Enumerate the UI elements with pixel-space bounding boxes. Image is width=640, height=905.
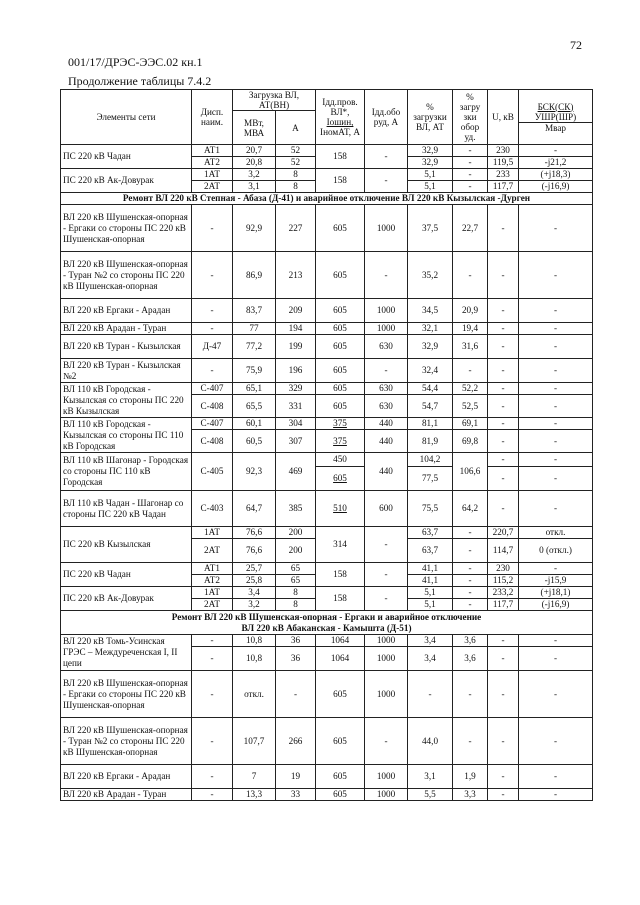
- cell-disp: 2АТ: [192, 599, 233, 611]
- cell-u: 115,2: [488, 575, 519, 587]
- cell-pct-obo: -: [453, 539, 488, 563]
- cell-idd: 158: [316, 587, 365, 611]
- cell-pct: 77,5: [408, 467, 453, 491]
- row-element: ПС 220 кВ Кызылская: [61, 527, 192, 563]
- cell-a: 8: [276, 587, 316, 599]
- cell-disp: -: [192, 671, 233, 718]
- cell-pct: 75,5: [408, 491, 453, 527]
- cell-disp: С-407: [192, 418, 233, 430]
- cell-pct: 32,4: [408, 359, 453, 383]
- cell-mw: 60,1: [233, 418, 276, 430]
- section-title: Ремонт ВЛ 220 кВ Степная - Абаза (Д-41) и аварийное отключение ВЛ 220 кВ Кызылская -Дурген: [61, 193, 593, 205]
- cell-obo: 1000: [365, 205, 408, 252]
- row-element: ВЛ 220 кВ Ергаки - Арадан: [61, 765, 192, 789]
- cell-pct-obo: 69,8: [453, 430, 488, 453]
- cell-a: 213: [276, 252, 316, 299]
- cell-disp: -: [192, 252, 233, 299]
- cell-bsk: -: [519, 718, 593, 765]
- cell-pct: 5,5: [408, 789, 453, 801]
- cell-obo: -: [365, 718, 408, 765]
- cell-bsk: -: [519, 252, 593, 299]
- cell-a: 200: [276, 539, 316, 563]
- cell-disp: -: [192, 789, 233, 801]
- cell-u: -: [488, 718, 519, 765]
- cell-bsk: -: [519, 335, 593, 359]
- cell-bsk: -: [519, 453, 593, 467]
- cell-disp: -: [192, 299, 233, 323]
- cell-u: -: [488, 383, 519, 395]
- cell-obo: -: [365, 563, 408, 587]
- cell-bsk: -j15,9: [519, 575, 593, 587]
- cell-disp: АТ1: [192, 145, 233, 157]
- network-load-table: [60, 89, 593, 801]
- cell-bsk: -: [519, 563, 593, 575]
- cell-disp: -: [192, 718, 233, 765]
- cell-idd: 158: [316, 145, 365, 169]
- cell-pct-obo: -: [453, 169, 488, 181]
- cell-a: 209: [276, 299, 316, 323]
- cell-pct-obo: -: [453, 587, 488, 599]
- cell-pct: 104,2: [408, 453, 453, 467]
- cell-pct-obo: 19,4: [453, 323, 488, 335]
- cell-pct: 3,4: [408, 647, 453, 671]
- cell-u: -: [488, 299, 519, 323]
- cell-pct: 32,1: [408, 323, 453, 335]
- cell-pct-obo: -: [453, 181, 488, 193]
- cell-disp: С-408: [192, 430, 233, 453]
- cell-bsk: -: [519, 765, 593, 789]
- cell-u: -: [488, 671, 519, 718]
- cell-mw: 3,1: [233, 181, 276, 193]
- cell-obo: 600: [365, 491, 408, 527]
- cell-pct-obo: 31,6: [453, 335, 488, 359]
- cell-mw: 10,8: [233, 647, 276, 671]
- cell-mw: 3,2: [233, 169, 276, 181]
- cell-pct: 54,7: [408, 395, 453, 418]
- cell-obo: 630: [365, 335, 408, 359]
- cell-obo: -: [365, 252, 408, 299]
- cell-pct: 5,1: [408, 169, 453, 181]
- document-code: 001/17/ДРЭС-ЭЭС.02 кн.1: [68, 55, 203, 69]
- cell-idd: 1064: [316, 647, 365, 671]
- cell-disp: -: [192, 323, 233, 335]
- row-element: ВЛ 220 кВ Арадан - Туран: [61, 789, 192, 801]
- cell-a: 385: [276, 491, 316, 527]
- cell-pct: 44,0: [408, 718, 453, 765]
- cell-u: 220,7: [488, 527, 519, 539]
- cell-pct: 32,9: [408, 335, 453, 359]
- cell-pct-obo: 64,2: [453, 491, 488, 527]
- cell-obo: 630: [365, 383, 408, 395]
- header-disp: Дисп. наим.: [192, 90, 233, 145]
- cell-pct-obo: -: [453, 671, 488, 718]
- cell-obo: 1000: [365, 765, 408, 789]
- row-element: ВЛ 220 кВ Арадан - Туран: [61, 323, 192, 335]
- row-element: ВЛ 220 кВ Томь-Усинская ГРЭС – Междуреченская I, II цепи: [61, 635, 192, 671]
- cell-a: 469: [276, 453, 316, 491]
- header-bsk: [519, 90, 593, 145]
- section-title-line1: Ремонт ВЛ 220 кВ Шушенская-опорная - Ергаки и аварийное отключение: [171, 611, 482, 622]
- row-element: ВЛ 220 кВ Шушенская-опорная - Ергаки со стороны ПС 220 кВ Шушенская-опорная: [61, 671, 192, 718]
- cell-pct: 63,7: [408, 539, 453, 563]
- cell-bsk: -: [519, 359, 593, 383]
- cell-mw: 60,5: [233, 430, 276, 453]
- cell-u: -: [488, 647, 519, 671]
- row-element: ПС 220 кВ Чадан: [61, 563, 192, 587]
- cell-pct: 35,2: [408, 252, 453, 299]
- header-load-mw: МВт, МВА: [233, 111, 276, 145]
- cell-idd: 158: [316, 169, 365, 193]
- cell-a: 304: [276, 418, 316, 430]
- cell-bsk: 0 (откл.): [519, 539, 593, 563]
- cell-obo: 1000: [365, 789, 408, 801]
- cell-pct-obo: -: [453, 599, 488, 611]
- cell-pct: 34,5: [408, 299, 453, 323]
- cell-mw: 20,7: [233, 145, 276, 157]
- header-bsk-mid: УШР(ШР): [534, 111, 577, 122]
- cell-disp: -: [192, 765, 233, 789]
- cell-idd: 605: [316, 789, 365, 801]
- cell-idd: 375: [316, 430, 365, 453]
- cell-a: 65: [276, 575, 316, 587]
- cell-u: 117,7: [488, 599, 519, 611]
- row-element: ВЛ 220 кВ Шушенская-опорная - Ергаки со стороны ПС 220 кВ Шушенская-опорная: [61, 205, 192, 252]
- cell-bsk: -: [519, 383, 593, 395]
- cell-mw: 64,7: [233, 491, 276, 527]
- cell-bsk: -: [519, 205, 593, 252]
- cell-disp: 1АТ: [192, 587, 233, 599]
- cell-disp: 2АТ: [192, 539, 233, 563]
- header-elements: Элементы сети: [61, 90, 192, 145]
- cell-a: 331: [276, 395, 316, 418]
- cell-idd: 605: [316, 718, 365, 765]
- cell-u: -: [488, 453, 519, 467]
- cell-idd: 450: [316, 453, 365, 467]
- cell-u: -: [488, 252, 519, 299]
- cell-disp: -: [192, 205, 233, 252]
- cell-pct: 32,9: [408, 157, 453, 169]
- cell-pct-obo: -: [453, 252, 488, 299]
- cell-pct-obo: -: [453, 157, 488, 169]
- cell-bsk: -: [519, 418, 593, 430]
- cell-u: 233,2: [488, 587, 519, 599]
- cell-obo: -: [365, 587, 408, 611]
- cell-u: -: [488, 765, 519, 789]
- header-bsk-bot: Мвар: [519, 122, 592, 133]
- header-bsk-top: БСК(СК): [537, 101, 574, 112]
- cell-u: -: [488, 491, 519, 527]
- cell-idd: 605: [316, 467, 365, 491]
- cell-disp: С-408: [192, 395, 233, 418]
- cell-pct-obo: -: [453, 718, 488, 765]
- cell-idd: 314: [316, 527, 365, 563]
- cell-pct: 5,1: [408, 599, 453, 611]
- cell-mw: 25,7: [233, 563, 276, 575]
- cell-a: 8: [276, 181, 316, 193]
- cell-disp: С-405: [192, 453, 233, 491]
- cell-mw: 83,7: [233, 299, 276, 323]
- row-element: ВЛ 110 кВ Чадан - Шагонар со стороны ПС 220 кВ Чадан: [61, 491, 192, 527]
- cell-u: -: [488, 418, 519, 430]
- cell-idd: 510: [316, 491, 365, 527]
- page-number: 72: [570, 38, 582, 52]
- header-idd-obo: Iдд.обо руд, А: [365, 90, 408, 145]
- cell-obo: 440: [365, 453, 408, 491]
- cell-pct: 41,1: [408, 563, 453, 575]
- cell-pct-obo: 1,9: [453, 765, 488, 789]
- cell-a: 36: [276, 647, 316, 671]
- cell-a: 196: [276, 359, 316, 383]
- header-load-a: А: [276, 111, 316, 145]
- cell-pct: 63,7: [408, 527, 453, 539]
- cell-u: -: [488, 359, 519, 383]
- cell-pct-obo: -: [453, 563, 488, 575]
- cell-pct: 32,9: [408, 145, 453, 157]
- cell-bsk: откл.: [519, 527, 593, 539]
- cell-pct: 37,5: [408, 205, 453, 252]
- cell-mw: 92,3: [233, 453, 276, 491]
- cell-bsk: -: [519, 299, 593, 323]
- row-element: ВЛ 220 кВ Шушенская-опорная - Туран №2 со стороны ПС 220 кВ Шушенская-опорная: [61, 252, 192, 299]
- cell-idd: 605: [316, 205, 365, 252]
- row-element: ВЛ 220 кВ Шушенская-опорная - Туран №2 со стороны ПС 220 кВ Шушенская-опорная: [61, 718, 192, 765]
- cell-a: 266: [276, 718, 316, 765]
- cell-pct-obo: -: [453, 527, 488, 539]
- cell-pct-obo: -: [453, 575, 488, 587]
- cell-bsk: (+j18,3): [519, 169, 593, 181]
- cell-idd: 605: [316, 335, 365, 359]
- cell-disp: АТ2: [192, 575, 233, 587]
- cell-mw: 7: [233, 765, 276, 789]
- cell-a: 65: [276, 563, 316, 575]
- cell-obo: -: [365, 359, 408, 383]
- header-load: Загрузка ВЛ, АТ(ВН): [233, 90, 316, 111]
- cell-bsk: -: [519, 491, 593, 527]
- cell-a: 52: [276, 157, 316, 169]
- cell-idd: 605: [316, 383, 365, 395]
- row-element: ПС 220 кВ Ак-Довурак: [61, 587, 192, 611]
- cell-pct-obo: 3,6: [453, 647, 488, 671]
- cell-obo: 440: [365, 418, 408, 430]
- cell-pct: 41,1: [408, 575, 453, 587]
- cell-bsk: (+j18,1): [519, 587, 593, 599]
- cell-disp: -: [192, 359, 233, 383]
- cell-pct: 3,1: [408, 765, 453, 789]
- row-element: ВЛ 110 кВ Городская - Кызылская со стороны ПС 220 кВ Кызылская: [61, 383, 192, 418]
- cell-pct: 3,4: [408, 635, 453, 647]
- cell-a: 33: [276, 789, 316, 801]
- header-idd-prov-b: IномАТ, А: [320, 127, 360, 137]
- cell-bsk: -: [519, 145, 593, 157]
- cell-u: -: [488, 789, 519, 801]
- cell-pct-obo: -: [453, 145, 488, 157]
- header-idd-prov-u: Iошин,: [326, 117, 354, 127]
- cell-obo: 1000: [365, 647, 408, 671]
- cell-pct: 54,4: [408, 383, 453, 395]
- cell-pct: 81,1: [408, 418, 453, 430]
- cell-idd: 605: [316, 299, 365, 323]
- cell-mw: 3,2: [233, 599, 276, 611]
- cell-pct-obo: 3,3: [453, 789, 488, 801]
- cell-u: -: [488, 323, 519, 335]
- cell-pct-obo: -: [453, 359, 488, 383]
- cell-obo: 1000: [365, 323, 408, 335]
- cell-u: -: [488, 205, 519, 252]
- row-element: ПС 220 кВ Ак-Довурак: [61, 169, 192, 193]
- row-element: ВЛ 220 кВ Туран - Кызылская №2: [61, 359, 192, 383]
- header-pct-obo: % загру зки обор уд.: [453, 90, 488, 145]
- cell-bsk: -: [519, 395, 593, 418]
- row-element: ВЛ 220 кВ Туран - Кызылская: [61, 335, 192, 359]
- cell-u: -: [488, 395, 519, 418]
- cell-u: 230: [488, 145, 519, 157]
- cell-bsk: (-j16,9): [519, 599, 593, 611]
- cell-a: 52: [276, 145, 316, 157]
- cell-idd: 605: [316, 252, 365, 299]
- cell-pct: 81,9: [408, 430, 453, 453]
- cell-u: 114,7: [488, 539, 519, 563]
- cell-mw: 20,8: [233, 157, 276, 169]
- cell-bsk: -: [519, 671, 593, 718]
- cell-mw: 107,7: [233, 718, 276, 765]
- cell-disp: С-403: [192, 491, 233, 527]
- cell-mw: 75,9: [233, 359, 276, 383]
- cell-a: 329: [276, 383, 316, 395]
- cell-u: 233: [488, 169, 519, 181]
- cell-pct-obo: 52,5: [453, 395, 488, 418]
- cell-pct-obo: 106,6: [453, 453, 488, 491]
- cell-a: 199: [276, 335, 316, 359]
- cell-pct-obo: 22,7: [453, 205, 488, 252]
- cell-disp: АТ1: [192, 563, 233, 575]
- cell-u: -: [488, 467, 519, 491]
- cell-mw: 65,1: [233, 383, 276, 395]
- cell-idd: 605: [316, 671, 365, 718]
- cell-u: 230: [488, 563, 519, 575]
- cell-pct: 5,1: [408, 587, 453, 599]
- cell-obo: 1000: [365, 635, 408, 647]
- cell-mw: 10,8: [233, 635, 276, 647]
- row-element: ПС 220 кВ Чадан: [61, 145, 192, 169]
- cell-bsk: -: [519, 430, 593, 453]
- cell-a: 200: [276, 527, 316, 539]
- cell-disp: 2АТ: [192, 181, 233, 193]
- header-pct-vl: % загрузки ВЛ, АТ: [408, 90, 453, 145]
- cell-bsk: -: [519, 647, 593, 671]
- cell-u: -: [488, 430, 519, 453]
- cell-a: 19: [276, 765, 316, 789]
- cell-bsk: -: [519, 789, 593, 801]
- cell-bsk: -: [519, 323, 593, 335]
- header-u: U, кВ: [488, 90, 519, 145]
- cell-idd: 605: [316, 395, 365, 418]
- cell-u: 117,7: [488, 181, 519, 193]
- section-title-line2: ВЛ 220 кВ Абаканская - Камышта (Д-51): [241, 622, 412, 633]
- cell-idd: 158: [316, 563, 365, 587]
- cell-pct: -: [408, 671, 453, 718]
- cell-disp: -: [192, 647, 233, 671]
- cell-a: 307: [276, 430, 316, 453]
- header-idd-prov-a: Iдд.пров. ВЛ*,: [322, 97, 358, 117]
- cell-mw: 65,5: [233, 395, 276, 418]
- cell-idd: 605: [316, 323, 365, 335]
- cell-mw: 77,2: [233, 335, 276, 359]
- row-element: ВЛ 110 кВ Шагонар - Городская со стороны ПС 110 кВ Городская: [61, 453, 192, 491]
- cell-disp: 1АТ: [192, 169, 233, 181]
- cell-disp: Д-47: [192, 335, 233, 359]
- cell-mw: 76,6: [233, 539, 276, 563]
- cell-idd: 1064: [316, 635, 365, 647]
- cell-bsk: -: [519, 467, 593, 491]
- cell-a: 8: [276, 169, 316, 181]
- header-idd-prov: [316, 90, 365, 145]
- cell-a: 36: [276, 635, 316, 647]
- cell-obo: 630: [365, 395, 408, 418]
- cell-obo: 440: [365, 430, 408, 453]
- cell-idd: 375: [316, 418, 365, 430]
- cell-a: 8: [276, 599, 316, 611]
- cell-pct-obo: 3,6: [453, 635, 488, 647]
- cell-mw: 92,9: [233, 205, 276, 252]
- row-element: ВЛ 220 кВ Ергаки - Арадан: [61, 299, 192, 323]
- cell-obo: 1000: [365, 299, 408, 323]
- cell-disp: АТ2: [192, 157, 233, 169]
- cell-pct-obo: 69,1: [453, 418, 488, 430]
- cell-obo: -: [365, 145, 408, 169]
- cell-bsk: -: [519, 635, 593, 647]
- cell-idd: 605: [316, 359, 365, 383]
- cell-obo: -: [365, 169, 408, 193]
- cell-mw: 76,6: [233, 527, 276, 539]
- cell-mw: 13,3: [233, 789, 276, 801]
- cell-mw: 77: [233, 323, 276, 335]
- cell-mw: 25,8: [233, 575, 276, 587]
- row-element: ВЛ 110 кВ Городская - Кызылская со стороны ПС 110 кВ Городская: [61, 418, 192, 453]
- cell-disp: -: [192, 635, 233, 647]
- cell-a: -: [276, 671, 316, 718]
- cell-a: 194: [276, 323, 316, 335]
- section-title: [61, 611, 593, 635]
- cell-bsk: (-j16,9): [519, 181, 593, 193]
- cell-mw: 3,4: [233, 587, 276, 599]
- cell-disp: 1АТ: [192, 527, 233, 539]
- cell-a: 227: [276, 205, 316, 252]
- table-caption: Продолжение таблицы 7.4.2: [68, 74, 212, 88]
- cell-pct-obo: 20,9: [453, 299, 488, 323]
- cell-mw: 86,9: [233, 252, 276, 299]
- cell-pct: 5,1: [408, 181, 453, 193]
- cell-u: 119,5: [488, 157, 519, 169]
- cell-idd: 605: [316, 765, 365, 789]
- cell-obo: -: [365, 527, 408, 563]
- cell-u: -: [488, 635, 519, 647]
- cell-disp: С-407: [192, 383, 233, 395]
- cell-u: -: [488, 335, 519, 359]
- cell-pct-obo: 52,2: [453, 383, 488, 395]
- cell-mw: откл.: [233, 671, 276, 718]
- cell-bsk: -j21,2: [519, 157, 593, 169]
- cell-obo: 1000: [365, 671, 408, 718]
